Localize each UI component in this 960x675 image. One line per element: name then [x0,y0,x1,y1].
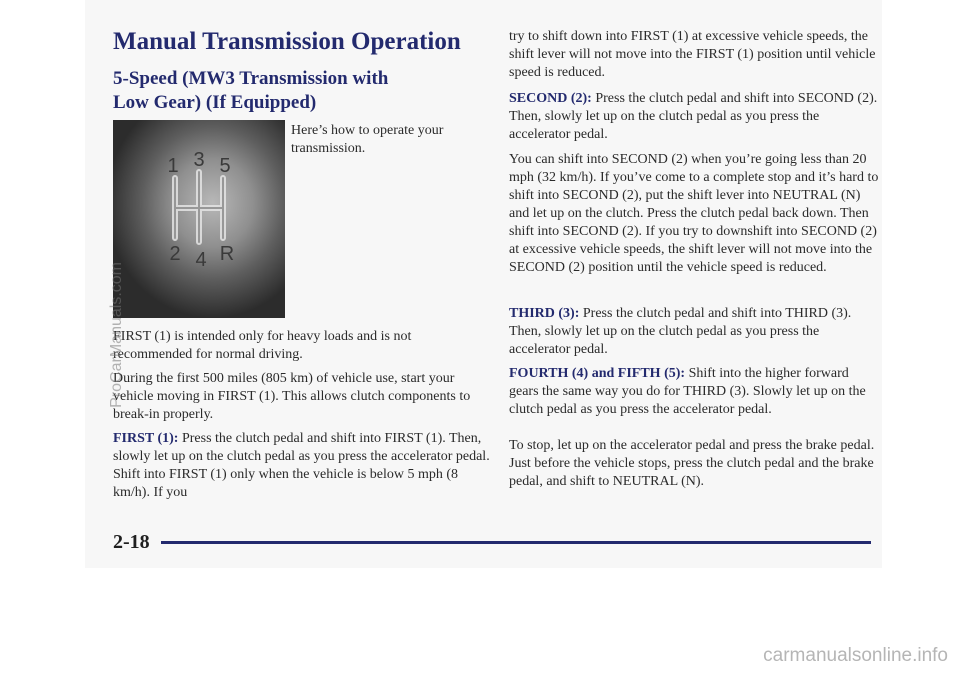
subtitle-line-1: 5-Speed (MW3 Transmission with [113,68,389,89]
first-gear-body: Press the clutch pedal and shift into FIRST (1). Then, slowly let up on the clutch pedal as you press the accelerator pedal. Shift into FIRST (1) only when the vehicle is below 5 mph (8 km/h). If you [113,431,490,500]
second-gear-paragraph [509,90,879,144]
fourth-fifth-paragraph [509,365,879,419]
gear-label-r: R [219,243,235,265]
gear-label-4: 4 [195,249,207,271]
footer-rule [161,541,871,544]
gear-label-5: 5 [219,155,231,177]
intro-text: Here’s how to operate your transmission. [291,123,444,156]
second-gear-body: Press the clutch pedal and shift into SECOND (2). Then, slowly let up on the clutch pedal as you press the accelerator pedal. [509,91,878,142]
fourth-fifth-body: Shift into the higher forward gears the same way you do for THIRD (3). Slowly let up on the clutch pedal as you press the accelerator pedal. [509,366,866,417]
gear-label-1: 1 [167,155,179,177]
stopping-paragraph: To stop, let up on the accelerator pedal and press the brake pedal. Just before the vehicle stops, press the clutch pedal and the brake pedal, and shift to NEUTRAL (N). [509,438,875,489]
first-gear-paragraph [113,430,491,502]
first-gear-continued: try to shift down into FIRST (1) at excessive vehicle speeds, the shift lever will not move into the FIRST (1) position until vehicle speed is reduced. [509,29,876,80]
shift-pattern-graphic [113,120,285,318]
page-number: 2-18 [113,531,150,553]
first-gear-lead: FIRST (1): [113,431,179,446]
third-gear-lead: THIRD (3): [509,306,580,321]
bottom-watermark: carmanualsonline.info [763,645,948,666]
gear-label-2: 2 [169,243,181,265]
section-subtitle [113,67,388,115]
fourth-fifth-lead: FOURTH (4) and FIFTH (5): [509,366,686,381]
second-gear-lead: SECOND (2): [509,91,592,106]
subtitle-line-2: Low Gear) (If Equipped) [113,92,317,113]
gear-label-3: 3 [193,149,205,171]
third-gear-body: Press the clutch pedal and shift into THIRD (3). Then, slowly let up on the clutch pedal as you press the accelerator pedal. [509,306,852,357]
first-gear-note: FIRST (1) is intended only for heavy loads and is not recommended for normal driving. [113,329,412,362]
break-in-paragraph: During the first 500 miles (805 km) of vehicle use, start your vehicle moving in FIRST (1). This allows clutch components to break-in properly. [113,371,471,422]
page-title: Manual Transmission Operation [113,28,461,55]
shift-knob-photo [113,120,285,318]
side-watermark: ProCarManuals.com [108,262,125,408]
second-gear-details: You can shift into SECOND (2) when you’re going less than 20 mph (32 km/h). If you’ve come to a complete stop and it’s hard to shift into SECOND (2), put the shift lever into NEUTRAL (N) and let up on the clutch. Press the clutch pedal back down. Then shift into SECOND (2). If you try to downshift into SECOND (2) at excessive vehicle speeds, the shift lever will not move into the SECOND (2) position until the vehicle speed is reduced. [509,152,879,275]
third-gear-paragraph [509,305,879,359]
